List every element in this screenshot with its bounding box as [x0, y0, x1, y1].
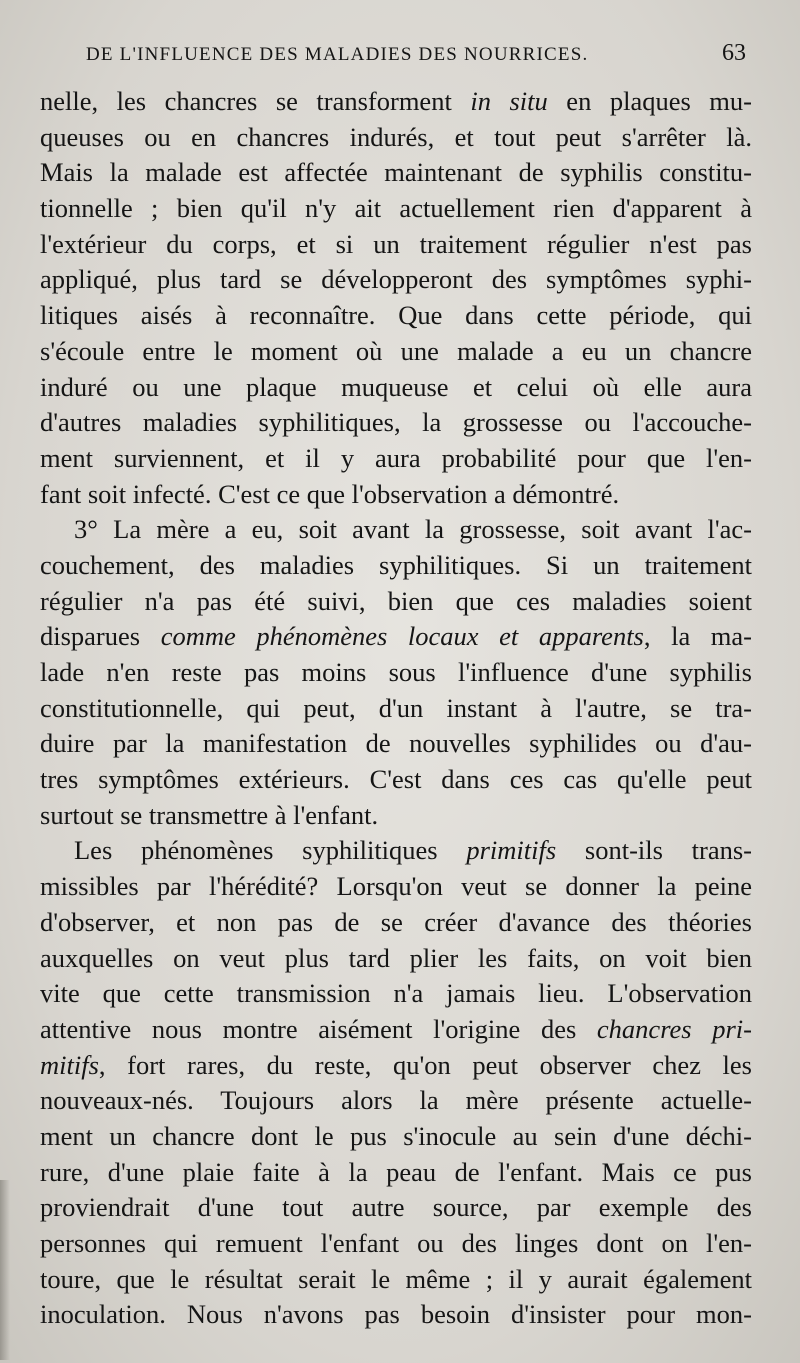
text-line	[40, 584, 752, 620]
text-line	[40, 441, 752, 477]
text-segment: queuses ou en chancres indurés, et tout peut s'arrêter là.	[40, 121, 752, 152]
text-line	[40, 191, 752, 227]
text-segment: régulier n'a pas été suivi, bien que ces maladies soient	[40, 585, 752, 616]
text-line	[40, 1155, 752, 1191]
text-segment: disparues	[40, 621, 161, 652]
text-line	[40, 298, 752, 334]
text-segment: surtout se transmettre à l'enfant.	[40, 799, 379, 830]
text-segment: ment surviennent, et il y aura probabilité pour que l'en-	[40, 442, 752, 473]
text-segment: toure, que le résultat serait le même ; il y aurait également	[40, 1263, 752, 1294]
page-edge-shadow	[0, 1180, 10, 1360]
text-line	[40, 833, 752, 869]
text-line	[40, 941, 752, 977]
text-segment: l'extérieur du corps, et si un traitement régulier n'est pas	[40, 228, 752, 259]
text-line	[40, 1262, 752, 1298]
running-header	[86, 40, 746, 74]
text-segment: nouveaux-nés. Toujours alors la mère présente actuelle-	[40, 1085, 752, 1116]
text-line	[40, 370, 752, 406]
text-line	[40, 1226, 752, 1262]
text-line	[40, 548, 752, 584]
text-line	[40, 262, 752, 298]
italic-text: in situ	[470, 86, 548, 116]
italic-text: chancres pri-	[596, 1013, 752, 1044]
text-line	[40, 976, 752, 1012]
text-line	[40, 1297, 752, 1333]
text-line	[40, 1083, 752, 1119]
text-segment: constitutionnelle, qui peut, d'un instant à l'autre, se tra-	[40, 692, 752, 723]
text-line	[40, 1119, 752, 1155]
text-line	[40, 405, 752, 441]
text-segment: tres symptômes extérieurs. C'est dans ces cas qu'elle peut	[40, 764, 752, 795]
text-segment: personnes qui remuent l'enfant ou des linges dont on l'en-	[40, 1228, 752, 1258]
text-line	[40, 477, 752, 513]
text-segment: induré ou une plaque muqueuse et celui où elle aura	[40, 371, 752, 402]
text-segment: couchement, des maladies syphilitiques. Si un traitement	[40, 549, 752, 580]
text-line	[40, 334, 752, 370]
text-line	[40, 155, 752, 191]
text-line	[40, 619, 752, 655]
text-line	[40, 512, 752, 548]
text-segment: appliqué, plus tard se développeront des symptômes syphi-	[40, 264, 752, 295]
text-segment: tionnelle ; bien qu'il n'y ait actuellement rien d'apparent à	[40, 193, 752, 224]
text-segment: missibles par l'hérédité? Lorsqu'on veut se donner la peine	[40, 871, 752, 902]
text-segment: attentive nous montre aisément l'origine des	[40, 1013, 597, 1044]
text-segment: en plaques mu-	[547, 86, 752, 116]
text-segment: , fort rares, du reste, qu'on peut observer chez les	[98, 1049, 752, 1080]
text-segment: nelle, les chancres se transforment	[40, 86, 471, 116]
text-line	[40, 227, 752, 263]
text-segment: duire par la manifestation de nouvelles syphilides ou d'au-	[40, 728, 752, 759]
text-segment: proviendrait d'une tout autre source, par exemple des	[40, 1192, 752, 1223]
text-segment: ment un chancre dont le pus s'inocule au sein d'une déchi-	[40, 1120, 752, 1151]
text-line	[40, 84, 752, 120]
text-segment: , la ma-	[643, 621, 752, 652]
text-line	[40, 655, 752, 691]
text-segment: auxquelles on veut plus tard plier les faits, on voit bien	[40, 942, 752, 973]
italic-text: mitifs	[40, 1049, 99, 1080]
text-segment: inoculation. Nous n'avons pas besoin d'insister pour mon-	[40, 1299, 752, 1330]
text-line	[40, 1048, 752, 1084]
text-segment: Mais la malade est affectée maintenant de syphilis constitu-	[40, 157, 752, 188]
text-line	[40, 691, 752, 727]
text-line	[40, 120, 752, 156]
text-segment: d'autres maladies syphilitiques, la grossesse ou l'accouche-	[40, 407, 752, 438]
text-line	[40, 869, 752, 905]
text-segment: vite que cette transmission n'a jamais lieu. L'observation	[40, 978, 752, 1009]
text-segment: d'observer, et non pas de se créer d'avance des théories	[40, 906, 752, 937]
text-segment: 3° La mère a eu, soit avant la grossesse, soit avant l'ac-	[74, 514, 752, 545]
running-title: DE L'INFLUENCE DES MALADIES DES NOURRICES.	[86, 44, 589, 65]
text-line	[40, 1012, 752, 1048]
italic-text: primitifs	[466, 835, 557, 866]
text-line	[40, 905, 752, 941]
text-segment: rure, d'une plaie faite à la peau de l'enfant. Mais ce pus	[40, 1156, 752, 1187]
text-segment: sont-ils trans-	[556, 835, 752, 866]
text-segment: fant soit infecté. C'est ce que l'observation a démontré.	[40, 478, 620, 509]
text-segment: Les phénomènes syphilitiques	[74, 835, 467, 866]
page-number: 63	[722, 40, 746, 66]
text-segment: litiques aisés à reconnaître. Que dans cette période, qui	[40, 300, 752, 331]
text-segment: s'écoule entre le moment où une malade a eu un chancre	[40, 335, 752, 366]
text-line	[40, 1190, 752, 1226]
italic-text: comme phénomènes locaux et apparents	[160, 621, 644, 652]
text-line	[40, 726, 752, 762]
body-text	[40, 84, 752, 1333]
text-line	[40, 762, 752, 798]
text-segment: lade n'en reste pas moins sous l'influence d'une syphilis	[40, 657, 752, 687]
text-line	[40, 798, 752, 834]
